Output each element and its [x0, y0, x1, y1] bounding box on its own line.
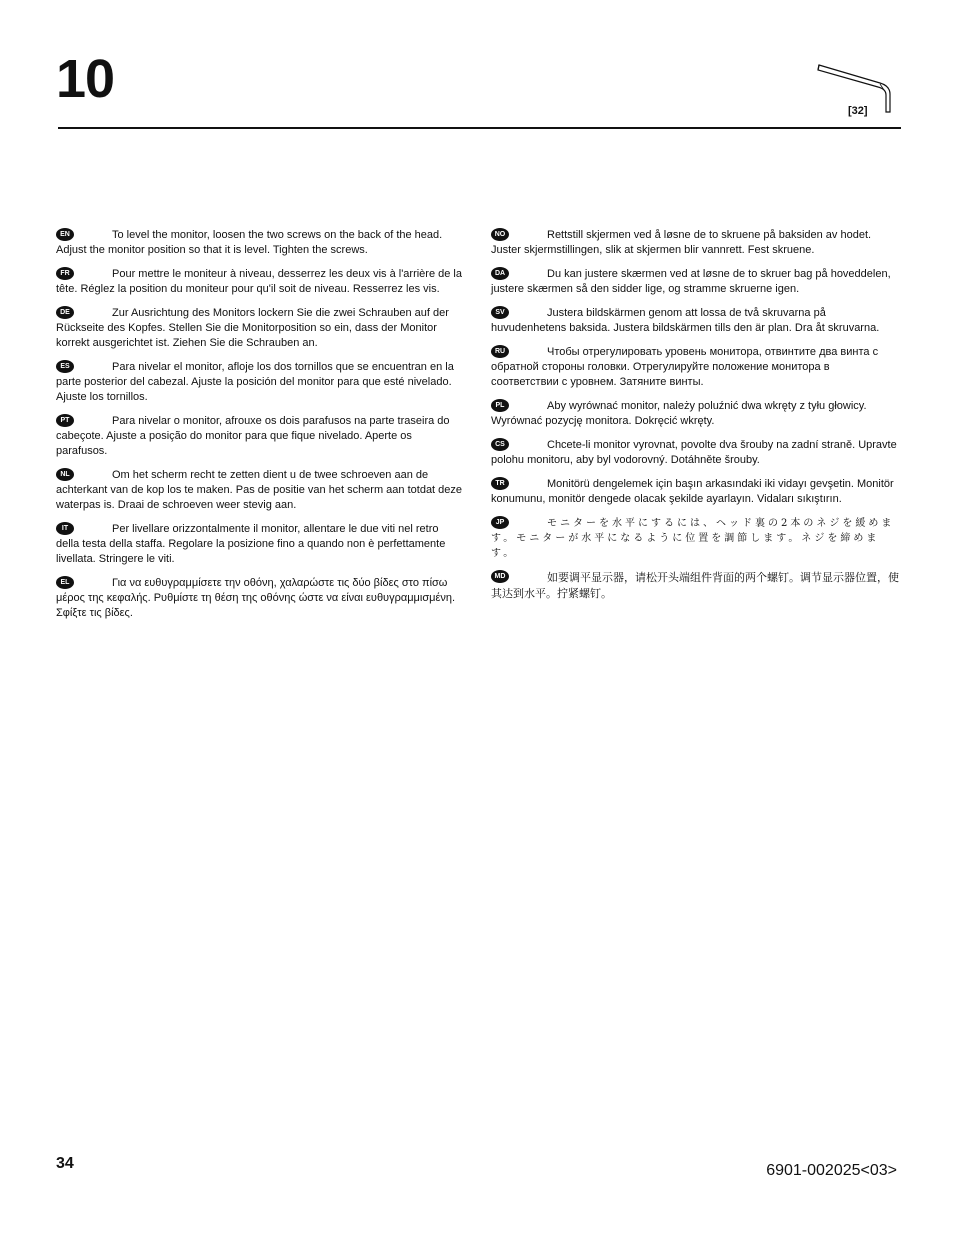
instruction-text: モニターを水平にするには、ヘッド裏の2本のネジを緩めます。モニターが水平になるように位置を調節します。ネジを締めます。 [491, 518, 895, 559]
instruction-text: Чтобы отрегулировать уровень монитора, отвинтите два винта с обратной стороны головки. Отрегулируйте положение монитора в соответствии с уровнем. Затяните винты. [491, 346, 879, 388]
instruction-en [56, 228, 464, 258]
instruction-it [56, 522, 464, 567]
instruction-text: Pour mettre le moniteur à niveau, desserrez les deux vis à l'arrière de la tête. Réglez la position du moniteur pour qu'il soit de niveau. Resserrez les vis. [56, 268, 462, 295]
instruction-de [56, 306, 464, 351]
instruction-text: 如要调平显示器，请松开头端组件背面的两个螺钉。调节显示器位置，使其达到水平。拧紧螺钉。 [491, 571, 899, 600]
language-badge: DA [491, 267, 509, 280]
language-badge: IT [56, 522, 74, 535]
instruction-no [491, 228, 899, 258]
instruction-cs [491, 438, 899, 468]
instruction-tr [491, 477, 899, 507]
instruction-jp [491, 516, 899, 561]
instruction-text: Chcete-li monitor vyrovnat, povolte dva šrouby na zadní straně. Upravte polohu monitoru, aby byl vodorovný. Dotáhněte šrouby. [491, 439, 897, 466]
instruction-text: Aby wyrównać monitor, należy poluźnić dwa wkręty z tyłu głowicy. Wyrównać pozycję monitora. Dokręcić wkręty. [491, 400, 867, 427]
instruction-text: Para nivelar el monitor, afloje los dos tornillos que se encuentran en la parte posterior del cabezal. Ajuste la posición del monitor para que esté nivelado. Ajuste los tornillos. [56, 361, 454, 403]
language-badge: NL [56, 468, 74, 481]
instructions-left-column [56, 228, 464, 630]
language-badge: FR [56, 267, 74, 280]
instruction-text: Zur Ausrichtung des Monitors lockern Sie die zwei Schrauben auf der Rückseite des Kopfes. Stellen Sie die Monitorposition so ein, dass der Monitor korrekt ausgerichtet ist. Ziehen Sie die Schrauben an. [56, 307, 449, 349]
instruction-text: Monitörü dengelemek için başın arkasındaki iki vidayı gevşetin. Monitör konumunu, monitör dengede olacak şekilde ayarlayın. Vidaları sıkıştırın. [491, 478, 894, 505]
instruction-text: To level the monitor, loosen the two screws on the back of the head. Adjust the monitor position so that it is level. Tighten the screws. [56, 229, 443, 256]
instruction-es [56, 360, 464, 405]
language-badge: PT [56, 414, 74, 427]
language-badge: JP [491, 516, 509, 529]
instruction-text: Du kan justere skærmen ved at løsne de to skruer bag på hoveddelen, justere skærmen så den sidder lige, og stramme skruerne igen. [491, 268, 891, 295]
document-code: 6901-002025<03> [766, 1162, 897, 1179]
instructions-right-column [491, 228, 899, 611]
language-badge: PL [491, 399, 509, 412]
language-badge: ES [56, 360, 74, 373]
language-badge: DE [56, 306, 74, 319]
instruction-text: Om het scherm recht te zetten dient u de twee schroeven aan de achterkant van de kop los te maken. Pas de positie van het scherm aan totdat deze waterpas is. Draai de schroeven weer stevig aan. [56, 469, 463, 511]
instruction-pl [491, 399, 899, 429]
language-badge: MD [491, 570, 509, 583]
language-badge: EN [56, 228, 74, 241]
instruction-el [56, 576, 464, 621]
instruction-da [491, 267, 899, 297]
language-badge: EL [56, 576, 74, 589]
language-badge: TR [491, 477, 509, 490]
instruction-md [491, 570, 899, 602]
part-reference: [32] [848, 105, 868, 117]
header-divider [58, 127, 901, 129]
instruction-text: Para nivelar o monitor, afrouxe os dois parafusos na parte traseira do cabeçote. Ajuste a posição do monitor para que fique nivelado. Aperte os parafusos. [56, 415, 450, 457]
instruction-text: Justera bildskärmen genom att lossa de två skruvarna på huvudenhetens baksida. Justera bildskärmen tills den är plan. Dra åt skruvarna. [491, 307, 880, 334]
language-badge: NO [491, 228, 509, 241]
instruction-pt [56, 414, 464, 459]
instruction-sv [491, 306, 899, 336]
instruction-text: Rettstill skjermen ved å løsne de to skruene på baksiden av hodet. Juster skjermstillingen, slik at skjermen blir vannrett. Fest skruene. [491, 229, 872, 256]
instruction-fr [56, 267, 464, 297]
instruction-text: Για να ευθυγραμμίσετε την οθόνη, χαλαρώστε τις δύο βίδες στο πίσω μέρος της κεφαλής. Ρυθμίστε τη θέση της οθόνης ώστε να είναι ευθυγραμμισμένη. Σφίξτε τις βίδες. [56, 577, 456, 619]
language-badge: SV [491, 306, 509, 319]
instruction-nl [56, 468, 464, 513]
instruction-text: Per livellare orizzontalmente il monitor, allentare le due viti nel retro della testa della staffa. Regolare la posizione fino a quando non è perfettamente livellata. Stringere le viti. [56, 523, 446, 565]
language-badge: CS [491, 438, 509, 451]
page-number: 34 [56, 1155, 74, 1172]
instruction-ru [491, 345, 899, 390]
language-badge: RU [491, 345, 509, 358]
step-number: 10 [56, 49, 115, 109]
